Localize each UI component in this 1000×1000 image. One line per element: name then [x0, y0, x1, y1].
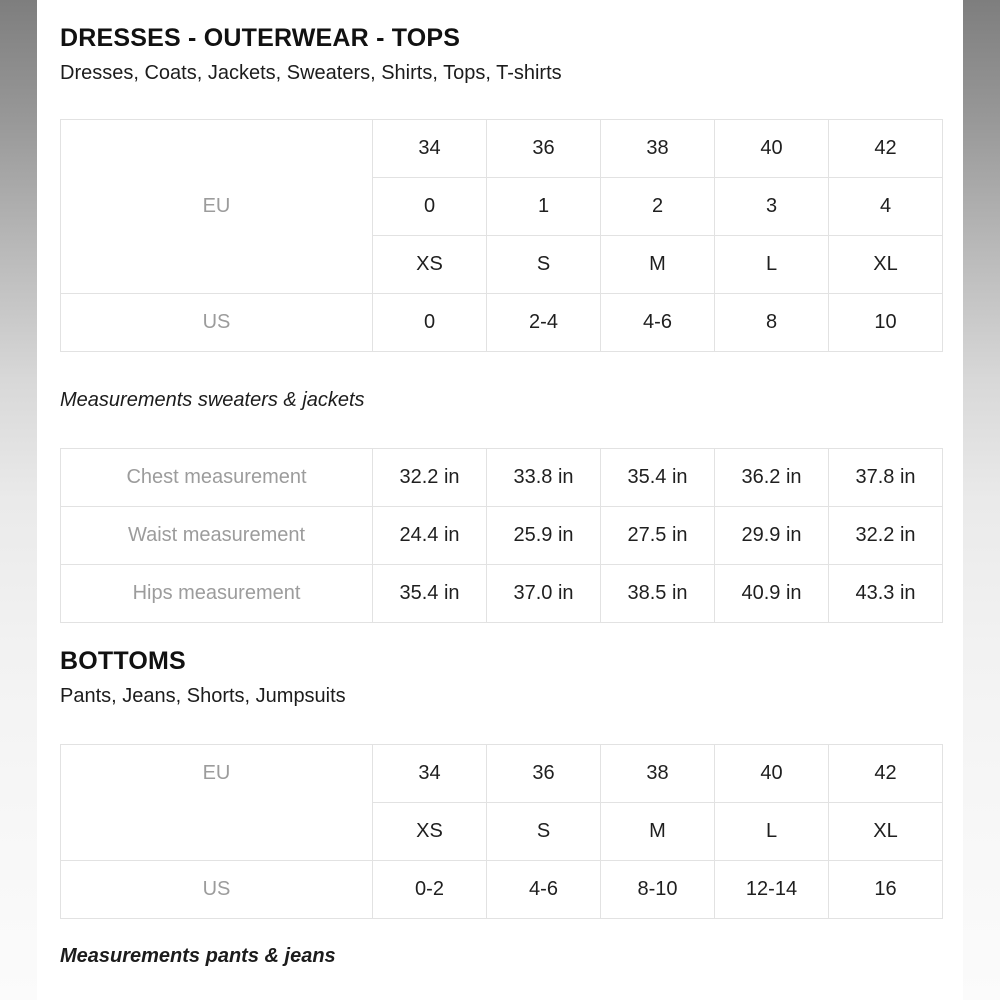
eu-size-cell: 36 — [487, 745, 601, 803]
eu-numeric-cell: 2 — [601, 178, 715, 236]
eu-numeric-cell: 1 — [487, 178, 601, 236]
measurement-value-cell: 32.2 in — [829, 507, 943, 565]
eu-size-cell: 42 — [829, 745, 943, 803]
measurement-label-chest: Chest measurement — [61, 449, 373, 507]
alpha-size-cell: S — [487, 236, 601, 294]
alpha-size-cell: XL — [829, 803, 943, 861]
bottoms-section-title: BOTTOMS — [60, 647, 186, 675]
bottoms-size-table — [60, 744, 943, 919]
eu-size-cell: 36 — [487, 120, 601, 178]
measurement-value-cell: 35.4 in — [373, 565, 487, 623]
eu-size-cell: 38 — [601, 745, 715, 803]
measurement-value-cell: 38.5 in — [601, 565, 715, 623]
alpha-size-cell: XS — [373, 803, 487, 861]
eu-numeric-cell: 0 — [373, 178, 487, 236]
row-label-eu: EU — [61, 120, 373, 294]
table-row — [61, 507, 943, 565]
table-row — [61, 120, 943, 178]
us-size-cell: 12-14 — [715, 861, 829, 919]
row-label-us: US — [61, 861, 373, 919]
alpha-size-cell: S — [487, 803, 601, 861]
left-edge-gradient — [0, 0, 37, 1000]
eu-size-cell: 38 — [601, 120, 715, 178]
measurement-value-cell: 29.9 in — [715, 507, 829, 565]
measurement-value-cell: 37.8 in — [829, 449, 943, 507]
measurements-table — [60, 448, 943, 623]
alpha-size-cell: M — [601, 236, 715, 294]
eu-size-cell: 34 — [373, 120, 487, 178]
alpha-size-cell: L — [715, 803, 829, 861]
us-size-cell: 10 — [829, 294, 943, 352]
us-size-cell: 0 — [373, 294, 487, 352]
bottoms-section-subtitle: Pants, Jeans, Shorts, Jumpsuits — [60, 685, 346, 707]
row-label-eu: EU — [61, 745, 373, 861]
eu-size-cell: 40 — [715, 120, 829, 178]
measurement-value-cell: 33.8 in — [487, 449, 601, 507]
measurement-value-cell: 35.4 in — [601, 449, 715, 507]
alpha-size-cell: XS — [373, 236, 487, 294]
eu-numeric-cell: 4 — [829, 178, 943, 236]
us-size-cell: 4-6 — [601, 294, 715, 352]
dresses-section-title: DRESSES - OUTERWEAR - TOPS — [60, 24, 461, 52]
measurement-value-cell: 37.0 in — [487, 565, 601, 623]
right-edge-gradient — [963, 0, 1000, 1000]
measurement-label-waist: Waist measurement — [61, 507, 373, 565]
measurements-sweaters-heading: Measurements sweaters & jackets — [60, 389, 365, 411]
alpha-size-cell: L — [715, 236, 829, 294]
alpha-size-cell: M — [601, 803, 715, 861]
dresses-section-subtitle: Dresses, Coats, Jackets, Sweaters, Shirts, Tops, T-shirts — [60, 62, 562, 84]
eu-size-cell: 40 — [715, 745, 829, 803]
us-size-cell: 4-6 — [487, 861, 601, 919]
measurement-value-cell: 27.5 in — [601, 507, 715, 565]
table-row — [61, 745, 943, 803]
eu-size-cell: 42 — [829, 120, 943, 178]
us-size-cell: 0-2 — [373, 861, 487, 919]
table-row — [61, 294, 943, 352]
table-row — [61, 565, 943, 623]
size-guide-content — [60, 0, 943, 967]
measurement-value-cell: 36.2 in — [715, 449, 829, 507]
us-size-cell: 16 — [829, 861, 943, 919]
measurement-value-cell: 32.2 in — [373, 449, 487, 507]
measurement-label-hips: Hips measurement — [61, 565, 373, 623]
measurement-value-cell: 25.9 in — [487, 507, 601, 565]
measurements-bottoms-heading-clipped: Measurements pants & jeans — [60, 945, 336, 967]
row-label-us: US — [61, 294, 373, 352]
eu-size-cell: 34 — [373, 745, 487, 803]
measurement-value-cell: 43.3 in — [829, 565, 943, 623]
us-size-cell: 2-4 — [487, 294, 601, 352]
table-row — [61, 449, 943, 507]
dresses-size-table — [60, 119, 943, 352]
us-size-cell: 8-10 — [601, 861, 715, 919]
measurement-value-cell: 40.9 in — [715, 565, 829, 623]
measurement-value-cell: 24.4 in — [373, 507, 487, 565]
table-row — [61, 861, 943, 919]
alpha-size-cell: XL — [829, 236, 943, 294]
us-size-cell: 8 — [715, 294, 829, 352]
eu-numeric-cell: 3 — [715, 178, 829, 236]
